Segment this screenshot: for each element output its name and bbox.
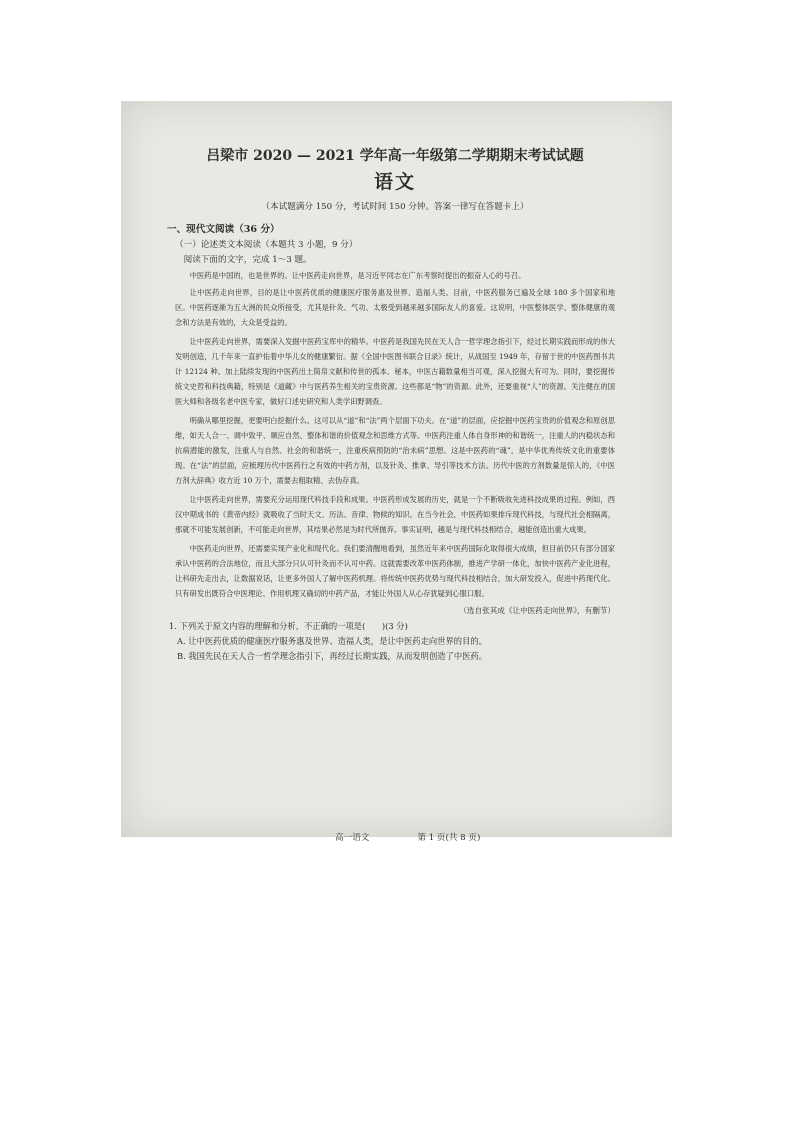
exam-title: 吕梁市 2020 — 2021 学年高一年级第二学期期末考试试题	[206, 148, 584, 164]
page-footer	[335, 831, 528, 843]
paragraph-5: 让中医药走向世界，需要充分运用现代科技手段和成果。中医药形成发展的历史，就是一个不断吸收先进科技成果的过程。例如，西汉中期成书的《黄帝内经》就吸收了当时天文、历法、音律、物候的知识。在当今社会，中医药如果排斥现代科技，与现代社会相隔离，那就不可能发展创新，不可能走向世界，其结果必然是为时代所抛弃。事实证明，越是与现代科技相结合，越能创造出重大成果。	[175, 495, 615, 534]
paragraph-1: 中医药是中国的，也是世界的。让中医药走向世界，是习近平同志在广东考察时提出的振奋人心的号召。	[189, 271, 526, 280]
paragraph-2: 让中医药走向世界，目的是让中医药优质的健康医疗服务惠及世界、造福人类。目前，中医药服务已遍及全球 180 多个国家和地区。中医药逐渐为五大洲的民众所接受，尤其是针灸、气功、太极受到越来越多国际友人的喜爱。这说明，中医整体医学、整体健康的观念和方法是有效的，大众是受益的。	[175, 288, 615, 327]
source-citation: （选自张其成《让中医药走向世界》，有删节）	[459, 606, 615, 615]
subsection-heading: （一）论述类文本阅读（本题共 3 小题，9 分）	[175, 240, 358, 250]
paragraph-6: 中医药走向世界，还需要实现产业化和现代化。我们要清醒地看到，虽然近年来中医药国际化取得很大成绩，但目前仍只有部分国家承认中医药的合法地位，而且大部分只认可针灸而不认可中药。这就需要改革中医药体制，推进产学研一体化，加快中医药产业化进程，让科研先走出去，让数据说话，让更多外国人了解中医药机理。将传统中医药优势与现代科技相结合，加大研发投入，促进中药现代化。只有研发出既符合中医理论、作用机理又确切的中药产品，才能让外国人从心存犹疑到心服口服。	[175, 544, 615, 598]
photo-of-exam-page	[121, 101, 672, 843]
reading-instruction: 阅读下面的文字，完成 1～3 题。	[183, 255, 312, 265]
section-heading: 一、现代文阅读（36 分）	[167, 224, 280, 235]
paragraph-4: 明确从哪里挖掘，更要明白挖掘什么。这可以从“道”和“法”两个层面下功夫。在“道”的层面，应挖掘中医药宝贵的价值观念和原创思维，如天人合一、调中致平、顺应自然、整体和谐的价值观念和思维方式等。中医药注重人体自身形神的和谐统一，注重人的内稳状态和抗病潜能的激发，注重人与自然、社会的和谐统一，注重疾病预防的“治未病”思想。这是中医药的“魂”，是中华优秀传统文化的重要体现。在“法”的层面，应梳理历代中医药行之有效的中药方剂，以及针灸、推拿、导引等技术方法。历代中医的方剂数量是惊人的，《中医方剂大辞典》收方近 10 万个，需要去粗取精、去伪存真。	[175, 416, 615, 485]
exam-subject: 语文	[373, 171, 416, 193]
exam-paper	[167, 141, 615, 843]
option-b: B. 我国先民在天人合一哲学理念指引下，再经过长期实践，从而发明创造了中医药。	[177, 651, 488, 661]
exam-note: （本试题满分 150 分，考试时间 150 分钟。答案一律写在答题卡上）	[261, 202, 529, 212]
footer-subject: 高一语文	[335, 833, 370, 843]
option-a: A. 让中医药优质的健康医疗服务惠及世界、造福人类，是让中医药走向世界的目的。	[177, 636, 487, 646]
question-1: 1. 下列关于原文内容的理解和分析，不正确的一项是( )(3 分)	[169, 621, 408, 631]
footer-page-number: 第 1 页(共 8 页)	[417, 833, 481, 843]
show-through-text	[649, 116, 799, 816]
paragraph-3: 让中医药走向世界，需要深入发掘中医药宝库中的精华。中医药是我国先民在天人合一哲学理念指引下，经过长期实践而形成的伟大发明创造，几千年来一直护佑着中华儿女的健康繁衍。据《全国中医图书联合目录》统计，从战国至 1949 年，存留于世的中医药图书共计 12124 种。加上陆续发现的中医药出土简帛文献和传世的孤本、秘本，中医古籍数量相当可观，深入挖掘大有可为。同时，要挖掘传统文史哲和科技典籍，特别是《道藏》中与医药养生相关的宝贵资源。这些都是“物”的资源。此外，还要重视“人”的资源。关注健在的国医大师和各级名老中医专家，做好口述史研究和人类学田野调查。	[175, 337, 615, 406]
